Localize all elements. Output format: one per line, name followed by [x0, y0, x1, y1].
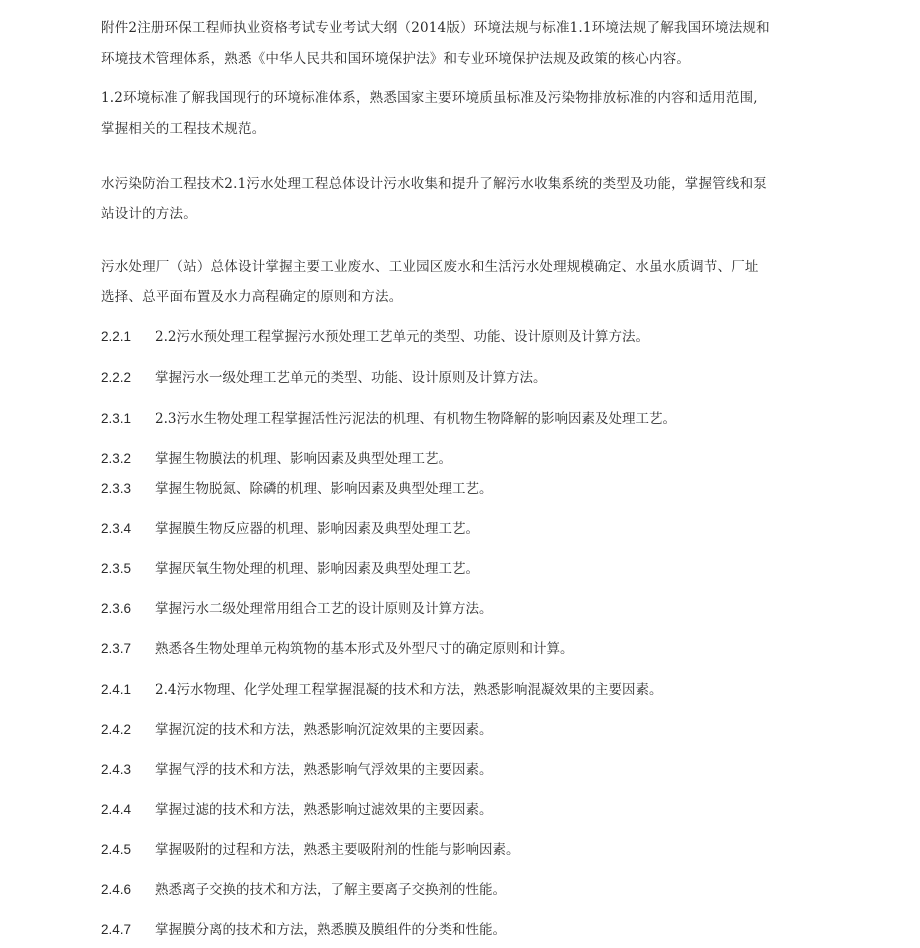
item-text: 掌握膜生物反应器的机理、影响因素及典型处理工艺。 [155, 521, 479, 537]
paragraph-line: 站设计的方法。 [101, 206, 197, 222]
item-number: 2.4.2 [101, 722, 132, 737]
item-number: 2.4.7 [101, 922, 132, 937]
item-number: 2.3.7 [101, 641, 132, 656]
item-number: 2.4.1 [101, 682, 132, 697]
item-number: 2.3.4 [101, 521, 132, 536]
list-item [101, 842, 520, 858]
item-text: 2.4污水物理、化学处理工程掌握混凝的技术和方法，熟悉影响混凝效果的主要因素。 [155, 682, 663, 698]
list-item [101, 882, 506, 898]
list-item [101, 762, 493, 778]
list-item [101, 561, 479, 577]
item-text: 掌握气浮的技术和方法，熟悉影响气浮效果的主要因素。 [155, 762, 493, 778]
item-text: 掌握污水一级处理工艺单元的类型、功能、设计原则及计算方法。 [155, 370, 547, 386]
item-number: 2.4.3 [101, 762, 132, 777]
list-item [101, 922, 506, 938]
list-item [101, 370, 547, 386]
paragraph-line: 环境技术管理体系，熟悉《中华人民共和国环境保护法》和专业环境保护法规及政策的核心内容。 [101, 51, 691, 67]
item-text: 掌握生物脱氮、除磷的机理、影响因素及典型处理工艺。 [155, 481, 493, 497]
item-number: 2.3.3 [101, 481, 132, 496]
item-text: 掌握沉淀的技术和方法，熟悉影响沉淀效果的主要因素。 [155, 722, 493, 738]
item-text: 熟悉离子交换的技术和方法，了解主要离子交换剂的性能。 [155, 882, 506, 898]
item-text: 掌握生物膜法的机理、影响因素及典型处理工艺。 [155, 451, 452, 467]
item-number: 2.4.4 [101, 802, 132, 817]
item-text: 2.2污水预处理工程掌握污水预处理工艺单元的类型、功能、设计原则及计算方法。 [155, 329, 649, 345]
list-item [101, 521, 479, 537]
list-item [101, 802, 493, 818]
paragraph-line: 污水处理厂（站）总体设计掌握主要工业废水、工业园区废水和生活污水处理规模确定、水虽水质调节、厂址 [101, 259, 759, 275]
item-number: 2.3.1 [101, 411, 132, 426]
paragraph-line: 掌握相关的工程技术规范。 [101, 121, 266, 137]
item-text: 熟悉各生物处理单元构筑物的基本形式及外型尺寸的确定原则和计算。 [155, 641, 574, 657]
item-number: 2.4.5 [101, 842, 132, 857]
item-number: 2.3.2 [101, 451, 132, 466]
item-text: 掌握污水二级处理常用组合工艺的设计原则及计算方法。 [155, 601, 493, 617]
item-text: 掌握厌氧生物处理的机理、影响因素及典型处理工艺。 [155, 561, 479, 577]
item-number: 2.4.6 [101, 882, 132, 897]
list-item [101, 641, 574, 657]
list-item [101, 411, 676, 427]
item-text: 2.3污水生物处理工程掌握活性污泥法的机理、有机物生物降解的影响因素及处理工艺。 [155, 411, 676, 427]
paragraph-line: 附件2注册环保工程师执业资格考试专业考试大纲（2014版）环境法规与标准1.1环境法规了解我国环境法规和 [101, 20, 770, 36]
item-number: 2.2.1 [101, 329, 132, 344]
list-item [101, 481, 493, 497]
item-text: 掌握膜分离的技术和方法，熟悉膜及膜组件的分类和性能。 [155, 922, 506, 938]
paragraph-line: 水污染防治工程技术2.1污水处理工程总体设计污水收集和提升了解污水收集系统的类型及功能，掌握管线和泵 [101, 176, 767, 192]
item-number: 2.3.5 [101, 561, 132, 576]
item-text: 掌握过滤的技术和方法，熟悉影响过滤效果的主要因素。 [155, 802, 493, 818]
list-item [101, 329, 649, 345]
list-item [101, 682, 662, 698]
item-text: 掌握吸附的过程和方法，熟悉主要吸附剂的性能与影响因素。 [155, 842, 520, 858]
list-item [101, 451, 452, 467]
paragraph-line: 1.2环境标准了解我国现行的环境标准体系，熟悉国家主要环境质虽标准及污染物排放标准的内容和适用范围, [101, 90, 758, 106]
list-item [101, 722, 493, 738]
paragraph-line: 选择、总平面布置及水力高程确定的原则和方法。 [101, 289, 403, 305]
item-number: 2.3.6 [101, 601, 132, 616]
item-number: 2.2.2 [101, 370, 132, 385]
list-item [101, 601, 493, 617]
